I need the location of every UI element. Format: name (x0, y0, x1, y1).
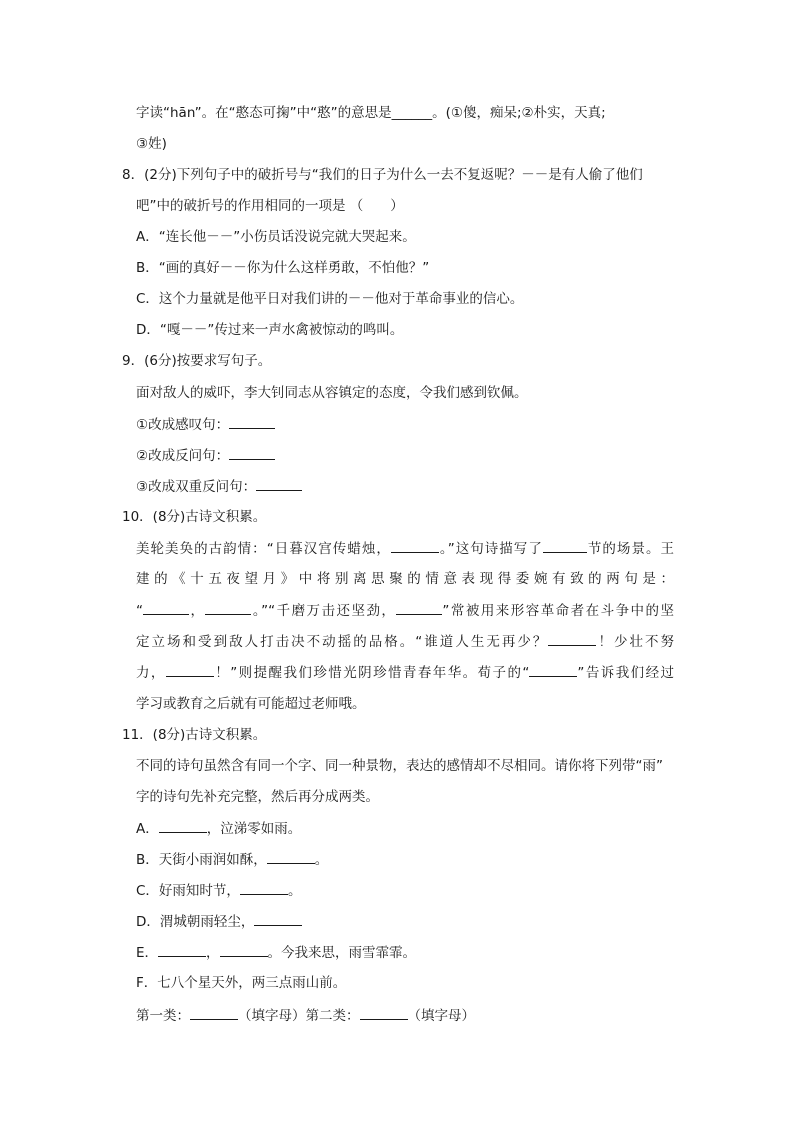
q10-text: 节的场景。王 (586, 541, 674, 557)
q10-text: ， (189, 603, 206, 619)
answer-blank[interactable] (529, 662, 577, 677)
q9-sentence: 面对敌人的威吓，李大钊同志从容镇定的态度，令我们感到钦佩。 (136, 385, 528, 401)
q10-line-4 (136, 631, 674, 652)
answer-blank[interactable] (396, 600, 442, 615)
q11-cat2-label: 第二类： (305, 1008, 360, 1024)
answer-blank[interactable] (360, 1005, 408, 1020)
q9-stem: 9．(6分)按要求写句子。 (122, 353, 272, 369)
q9-item-1-label: ①改成感叹句： (136, 417, 230, 433)
answer-blank[interactable] (229, 414, 275, 429)
answer-blank[interactable] (143, 600, 189, 615)
q10-text: ！少壮不努 (596, 634, 674, 650)
q9-item-3-label: ③改成双重反问句： (136, 479, 257, 495)
q11-option-e (136, 942, 416, 963)
q10-stem: 10．(8分)古诗文积累。 (122, 509, 267, 525)
q10-text: 。”“千磨万击还坚劲， (251, 603, 397, 619)
q11-option-f: F．七八个星天外，两三点雨山前。 (136, 975, 347, 991)
q10-line-6: 学习或教育之后就有可能超过老师哦。 (136, 696, 366, 712)
q11-stem: 11．(8分)古诗文积累。 (122, 727, 267, 743)
q9-item-2-label: ②改成反问句： (136, 448, 230, 464)
q10-text: ”告诉我们经过 (577, 665, 675, 681)
answer-blank[interactable] (548, 631, 596, 646)
q8-stem-line-2: 吧”中的破折号的作用相同的一项是 （ ） (136, 198, 404, 214)
q11-text: D．渭城朝雨轻尘， (136, 914, 255, 930)
answer-blank[interactable] (229, 445, 275, 460)
q10-line-2: 建的《十五夜望月》中将别离思聚的情意表现得委婉有致的两句是： (136, 571, 674, 587)
q8-stem-line-1: 8．(2分)下列句子中的破折号与“我们的日子为什么一去不复返呢？－－是有人偷了他们 (122, 167, 643, 183)
q9-item-1 (136, 414, 275, 435)
answer-blank[interactable] (267, 849, 315, 864)
q11-option-d (136, 911, 302, 932)
q11-intro-line-1: 不同的诗句虽然含有同一个字、同一种景物，表达的感情却不尽相同。请你将下列带“雨” (136, 758, 663, 774)
answer-blank[interactable] (256, 476, 302, 491)
q8-option-d: D．“嘎－－”传过来一声水禽被惊动的鸣叫。 (136, 322, 404, 338)
q7-line-1: 字读“hān”。在“憨态可掬”中“憨”的意思是______。(①傻，痴呆;②朴实，天真; (136, 105, 606, 121)
q10-text: 美轮美奂的古韵情：“日暮汉宫传蜡烛， (136, 541, 391, 557)
q11-text: 。今我来思，雨雪霏霏。 (267, 945, 417, 961)
q11-intro-line-2: 字的诗句先补充完整，然后再分成两类。 (136, 789, 379, 805)
q11-text: C．好雨知时节， (136, 883, 240, 899)
q10-text: “ (136, 603, 143, 619)
q10-text: 定立场和受到敌人打击决不动摇的品格。“谁道人生无再少？ (136, 634, 549, 650)
q10-line-1 (136, 538, 674, 559)
q10-text: 。”这句诗描写了 (438, 541, 543, 557)
answer-blank[interactable] (159, 818, 207, 833)
q10-line-3 (136, 600, 674, 621)
q11-text: ， (206, 945, 220, 961)
answer-blank[interactable] (205, 600, 251, 615)
q11-text: E． (136, 945, 159, 961)
q11-text: B．天街小雨润如酥， (136, 852, 267, 868)
q7-line-2: ③姓) (136, 136, 167, 152)
q10-line-5 (136, 662, 674, 683)
answer-blank[interactable] (166, 662, 214, 677)
answer-blank[interactable] (158, 942, 206, 957)
q10-text: ”常被用来形容革命者在斗争中的坚 (442, 603, 674, 619)
answer-blank[interactable] (254, 911, 302, 926)
q11-categories (136, 1005, 475, 1026)
answer-blank[interactable] (240, 880, 288, 895)
q10-text: ！”则提醒我们珍惜光阴珍惜青春年华。荀子的“ (213, 665, 530, 681)
q11-fill-hint: （填字母） (238, 1008, 306, 1024)
q11-option-b (136, 849, 328, 870)
answer-blank[interactable] (543, 538, 587, 553)
q8-option-c: C．这个力量就是他平日对我们讲的－－他对于革命事业的信心。 (136, 291, 524, 307)
q11-text: A． (136, 821, 159, 837)
answer-blank[interactable] (220, 942, 268, 957)
q11-fill-hint: （填字母） (407, 1008, 475, 1024)
q9-item-2 (136, 445, 275, 466)
q8-option-b: B．“画的真好－－你为什么这样勇敢，不怕他？” (136, 260, 430, 276)
q10-text: 力， (136, 665, 166, 681)
answer-blank[interactable] (391, 538, 439, 553)
q11-text: 。 (287, 883, 302, 899)
q8-option-a: A．“连长他－－”小伤员话没说完就大哭起来。 (136, 229, 416, 245)
q9-item-3 (136, 476, 302, 497)
q11-text: ，泣涕零如雨。 (206, 821, 302, 837)
q11-option-c (136, 880, 301, 901)
q11-option-a (136, 818, 301, 839)
answer-blank[interactable] (190, 1005, 238, 1020)
q11-text: 。 (314, 852, 329, 868)
q11-cat1-label: 第一类： (136, 1008, 190, 1024)
